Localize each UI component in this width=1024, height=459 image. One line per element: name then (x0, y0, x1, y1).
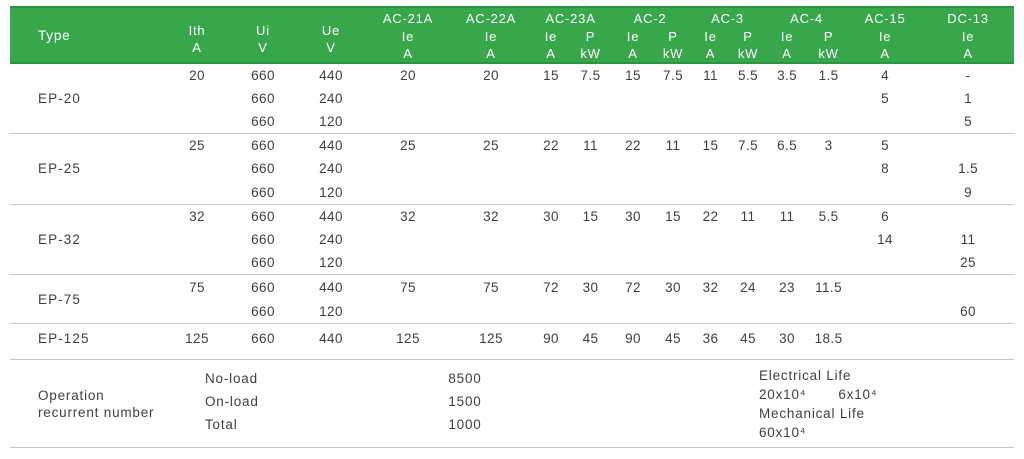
cell (451, 228, 531, 252)
cell: 9 (964, 184, 973, 200)
operation-items (205, 367, 505, 436)
cell: 660 (251, 114, 275, 129)
life-info (759, 366, 877, 442)
col-header-ue-unit: V (326, 40, 336, 55)
cell (165, 251, 229, 275)
cell: 5 (964, 114, 973, 129)
cell (656, 181, 690, 205)
cell (531, 157, 571, 181)
cell: 120 (319, 184, 343, 200)
cell: 75 (483, 279, 499, 295)
header-unit-ac23a-ie: A (531, 45, 571, 63)
header-unit-ac22a: A (451, 45, 531, 63)
cell (731, 251, 765, 275)
row-group-ep-32 (10, 204, 1014, 275)
operation-item-label: On-load (205, 394, 259, 409)
cell (165, 87, 229, 111)
cell (571, 157, 610, 181)
cell: 120 (319, 255, 343, 270)
cell (165, 110, 229, 134)
cell: 660 (251, 255, 275, 270)
cell (765, 110, 809, 134)
operation-item-label: No-load (205, 371, 258, 386)
cell (365, 110, 451, 134)
cell (731, 228, 765, 252)
cell: 440 (319, 67, 343, 83)
header-sym-ac21a-ie: Ie (365, 28, 451, 45)
cell (690, 110, 731, 134)
cell (731, 181, 765, 205)
header-sym-ac4-p: P (809, 28, 848, 45)
col-header-ui (229, 7, 297, 63)
cell (365, 87, 451, 111)
cell (922, 275, 1014, 300)
cell: 20 (483, 67, 499, 83)
cell: 72 (543, 279, 559, 295)
cell: 25 (400, 138, 416, 153)
cell (165, 157, 229, 181)
cell (365, 228, 451, 252)
cell: 660 (251, 90, 275, 106)
cell: 5 (881, 138, 890, 153)
cell (571, 87, 610, 111)
cell (922, 204, 1014, 228)
cell: 240 (319, 231, 343, 247)
operation-item-value: 8500 (448, 371, 482, 386)
cell (765, 157, 809, 181)
cell (848, 110, 922, 134)
row-group-ep-20 (10, 63, 1014, 134)
col-header-ac2: AC-2 (610, 7, 690, 28)
cell: 14 (877, 231, 893, 247)
cell (765, 181, 809, 205)
cell (365, 299, 451, 324)
header-unit-ac3-ie: A (690, 45, 731, 63)
operation-recurrent-section (10, 359, 1014, 448)
cell: 440 (319, 330, 343, 346)
header-sym-ac3-ie: Ie (690, 28, 731, 45)
cell (690, 181, 731, 205)
cell: 1.5 (818, 67, 839, 83)
row-group-label: EP-75 (38, 291, 82, 307)
cell (690, 157, 731, 181)
col-header-type: Type (10, 7, 165, 63)
mechanical-life-label: Mechanical Life (759, 406, 865, 421)
cell: 15 (582, 208, 599, 224)
electrical-life-values (759, 385, 877, 404)
cell: 32 (483, 208, 499, 224)
col-header-ui-name: Ui (256, 23, 270, 38)
cell (809, 110, 848, 134)
cell: 120 (319, 303, 343, 319)
cell (731, 299, 765, 324)
cell: 7.5 (580, 67, 601, 83)
cell (656, 251, 690, 275)
cell: 15 (665, 208, 681, 224)
cell (690, 228, 731, 252)
cell: 120 (319, 114, 343, 129)
row-group-ep-25 (10, 134, 1014, 205)
cell: 24 (740, 279, 756, 295)
cell (656, 110, 690, 134)
cell: 20 (189, 67, 205, 83)
cell: 75 (189, 279, 205, 295)
cell: 90 (625, 330, 641, 346)
cell: 440 (319, 138, 343, 153)
header-unit-ac23a-p: kW (571, 45, 610, 63)
cell (731, 87, 765, 111)
cell (531, 299, 571, 324)
cell: 660 (251, 303, 275, 319)
cell: 30 (625, 208, 641, 224)
cell: 22 (702, 208, 719, 224)
col-header-dc13: DC-13 (922, 7, 1014, 28)
cell (610, 181, 656, 205)
header-sym-ac15-ie: Ie (848, 28, 922, 45)
cell (610, 87, 656, 111)
col-header-ac4: AC-4 (765, 7, 848, 28)
cell: 660 (251, 138, 275, 153)
cell (731, 157, 765, 181)
operation-item-label: Total (205, 417, 238, 432)
col-header-ith (165, 7, 229, 63)
header-unit-ac3-p: kW (731, 45, 765, 63)
cell: 8 (881, 161, 890, 177)
operation-item (205, 367, 505, 390)
col-header-ue-name: Ue (321, 23, 341, 38)
cell (451, 110, 531, 134)
cell (922, 324, 1014, 353)
cell: 660 (251, 279, 275, 295)
cell: 30 (779, 330, 795, 346)
cell (610, 299, 656, 324)
cell (731, 110, 765, 134)
header-sym-ac23a-ie: Ie (531, 28, 571, 45)
cell: 25 (960, 255, 976, 270)
cell (765, 251, 809, 275)
cell (765, 87, 809, 111)
cell (610, 228, 656, 252)
cell (848, 275, 922, 300)
table-row (10, 275, 1014, 300)
cell: 75 (400, 279, 416, 295)
cell (690, 251, 731, 275)
header-unit-ac4-ie: A (765, 45, 809, 63)
cell: 4 (881, 67, 890, 83)
cell (451, 87, 531, 111)
operation-item-value: 1000 (448, 417, 482, 432)
cell: 1 (964, 90, 973, 106)
cell: 125 (479, 330, 503, 346)
cell: 30 (665, 279, 681, 295)
operation-label-line2: recurrent number (38, 404, 155, 420)
cell: 125 (396, 330, 420, 346)
table-header (10, 7, 1014, 63)
cell (690, 299, 731, 324)
cell (531, 181, 571, 205)
cell: 5.5 (818, 208, 839, 224)
header-sym-ac4-ie: Ie (765, 28, 809, 45)
cell: 5.5 (738, 67, 759, 83)
cell (848, 299, 922, 324)
operation-item-value: 1500 (448, 394, 482, 409)
cell: 440 (319, 208, 343, 224)
cell (571, 228, 610, 252)
header-sym-ac2-p: P (656, 28, 690, 45)
header-unit-ac21a: A (365, 45, 451, 63)
spec-table (10, 6, 1014, 353)
col-header-ui-unit: V (258, 40, 268, 55)
cell: 11.5 (815, 279, 842, 295)
cell (809, 157, 848, 181)
cell (809, 251, 848, 275)
electrical-life-label: Electrical Life (759, 368, 852, 383)
header-sym-dc13-ie: Ie (922, 28, 1014, 45)
cell (531, 110, 571, 134)
cell: 5 (881, 90, 890, 106)
electrical-life-value-2: 6x10⁴ (838, 387, 878, 402)
header-unit-ac2-ie: A (610, 45, 656, 63)
row-group-label: EP-32 (38, 231, 82, 247)
cell (848, 324, 922, 353)
cell: 15 (625, 67, 641, 83)
cell (656, 299, 690, 324)
cell: 660 (251, 231, 275, 247)
electrical-life-value-1: 20x10⁴ (759, 387, 807, 402)
cell: 23 (779, 279, 795, 295)
cell: 1.5 (958, 161, 979, 177)
cell: 72 (625, 279, 641, 295)
cell: 60 (960, 303, 976, 319)
cell: 32 (400, 208, 416, 224)
cell: 660 (251, 161, 275, 177)
row-group-label: EP-20 (38, 91, 82, 106)
cell: 25 (189, 138, 205, 153)
cell: 6 (881, 208, 890, 224)
cell (848, 181, 922, 205)
cell (571, 181, 610, 205)
cell (809, 299, 848, 324)
col-header-ith-name: Ith (188, 23, 206, 38)
cell: 660 (251, 184, 275, 200)
cell (571, 299, 610, 324)
row-group-label: EP-125 (38, 330, 90, 346)
header-unit-ac15: A (848, 45, 922, 63)
cell (848, 251, 922, 275)
table-row (10, 204, 1014, 228)
row-group-ep-75 (10, 275, 1014, 324)
cell: 25 (483, 138, 499, 153)
cell: 11 (779, 208, 795, 224)
cell: 15 (702, 138, 719, 153)
cell: 22 (543, 138, 559, 153)
cell: 660 (251, 330, 275, 346)
table-row (10, 63, 1014, 87)
operation-label (38, 387, 154, 421)
cell: 22 (625, 138, 641, 153)
header-unit-dc13: A (922, 45, 1014, 63)
header-sym-ac23a-p: P (571, 28, 610, 45)
cell: - (965, 67, 971, 83)
cell (531, 87, 571, 111)
cell (165, 181, 229, 205)
cell: 3.5 (777, 67, 798, 83)
table-row (10, 324, 1014, 353)
cell (165, 299, 229, 324)
col-header-ue (297, 7, 365, 63)
cell: 11 (740, 208, 756, 224)
cell: 11 (960, 231, 976, 247)
cell: 30 (582, 279, 599, 295)
cell: 6.5 (777, 138, 798, 153)
cell (531, 251, 571, 275)
cell (451, 251, 531, 275)
cell: 440 (319, 279, 343, 295)
cell (610, 251, 656, 275)
cell: 45 (740, 330, 756, 346)
cell (922, 134, 1014, 158)
cell (571, 251, 610, 275)
cell (690, 87, 731, 111)
header-sym-ac2-ie: Ie (610, 28, 656, 45)
header-sym-ac22a-ie: Ie (451, 28, 531, 45)
table-row (10, 134, 1014, 158)
cell: 11 (583, 138, 598, 153)
operation-item (205, 390, 505, 413)
cell (809, 181, 848, 205)
col-header-ith-unit: A (192, 40, 202, 55)
cell (365, 251, 451, 275)
row-group-ep-125 (10, 324, 1014, 353)
cell: 32 (702, 279, 719, 295)
cell: 660 (251, 67, 275, 83)
cell: 240 (319, 90, 343, 106)
col-header-ac15: AC-15 (848, 7, 922, 28)
cell: 15 (543, 67, 559, 83)
cell: 7.5 (663, 67, 683, 83)
cell (451, 181, 531, 205)
cell (765, 299, 809, 324)
header-unit-ac4-p: kW (809, 45, 848, 63)
cell (656, 228, 690, 252)
col-header-ac23a: AC-23A (531, 7, 610, 28)
cell: 36 (702, 330, 719, 346)
cell: 240 (319, 161, 343, 177)
cell (765, 228, 809, 252)
cell: 660 (251, 208, 275, 224)
cell: 11 (703, 67, 718, 83)
cell (610, 157, 656, 181)
cell (809, 228, 848, 252)
operation-label-line1: Operation (38, 387, 105, 403)
cell: 18.5 (814, 330, 843, 346)
cell (610, 110, 656, 134)
row-group-label: EP-25 (38, 161, 82, 177)
mechanical-life-value: 60x10⁴ (759, 425, 807, 440)
cell (656, 157, 690, 181)
cell: 20 (400, 67, 416, 83)
cell (451, 157, 531, 181)
header-sym-ac3-p: P (731, 28, 765, 45)
cell (451, 299, 531, 324)
cell (531, 228, 571, 252)
cell (365, 181, 451, 205)
cell: 125 (185, 330, 209, 346)
cell: 90 (543, 330, 559, 346)
header-name-row (10, 7, 1014, 28)
cell: 3 (824, 138, 833, 153)
cell (365, 157, 451, 181)
cell: 7.5 (738, 138, 759, 153)
cell (809, 87, 848, 111)
col-header-ac3: AC-3 (690, 7, 765, 28)
cell: 30 (543, 208, 559, 224)
cell (571, 110, 610, 134)
cell: 11 (665, 138, 681, 153)
cell (165, 228, 229, 252)
cell: 45 (665, 330, 681, 346)
cell: 45 (582, 330, 599, 346)
col-header-ac21a: AC-21A (365, 7, 451, 28)
header-unit-ac2-p: kW (656, 45, 690, 63)
cell: 32 (189, 208, 205, 224)
cell (656, 87, 690, 111)
col-header-ac22a: AC-22A (451, 7, 531, 28)
operation-item (205, 413, 505, 436)
